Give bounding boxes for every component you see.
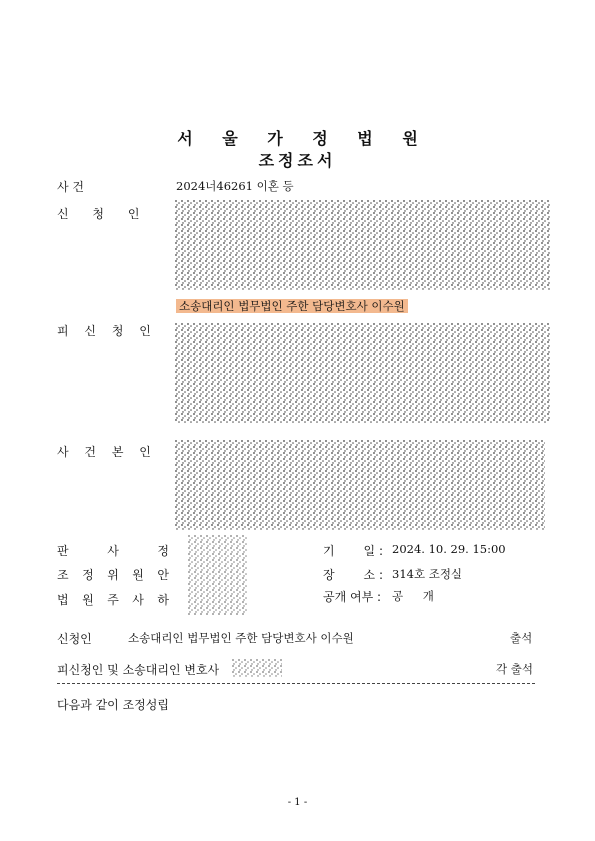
lawyer-name-redaction (232, 659, 282, 677)
respondent-label: 피 신 청 인 (57, 324, 157, 338)
applicant-representative (176, 298, 408, 314)
document-title: 조정조서 (258, 151, 337, 170)
officials-redaction (188, 535, 248, 615)
attendance-detail-1: 소송대리인 법무법인 주한 담당변호사 이수원 (128, 631, 354, 645)
case-label-text: 사 건 (57, 180, 84, 194)
place-label: 장 소 : (323, 568, 383, 582)
closing-statement: 다음과 같이 조정성립 (57, 698, 169, 712)
applicant-redaction (175, 200, 550, 290)
attendance-status-1: 출석 (510, 631, 533, 645)
public-label: 공개 여부 : (323, 590, 382, 604)
highlighted-representative: 소송대리인 법무법인 주한 담당변호사 이수원 (176, 299, 408, 313)
dashed-separator (57, 683, 535, 684)
principal-redaction (175, 440, 545, 530)
clerk-label: 법 원 주 사 하 (57, 593, 169, 607)
public-label-text: 공개 여부 (323, 590, 374, 604)
committee-label: 조 정 위 원 안 (57, 568, 169, 582)
attendance-status-2: 각 출석 (496, 662, 533, 676)
place-value: 314호 조정실 (392, 567, 463, 581)
attendance-party-2: 피신청인 및 소송대리인 변호사 (57, 663, 220, 677)
applicant-label: 신 청 인 (57, 207, 150, 221)
court-name: 서 울 가 정 법 원 (177, 129, 430, 148)
case-value: 2024너46261 이혼 등 (176, 179, 294, 193)
date-label: 기 일 : (323, 544, 383, 558)
case-label (57, 178, 127, 195)
judge-label: 판 사 정 (57, 544, 169, 558)
respondent-redaction (175, 323, 550, 423)
public-value: 공 개 (392, 589, 442, 603)
date-value: 2024. 10. 29. 15:00 (392, 542, 506, 556)
principal-label: 사 건 본 인 (57, 445, 157, 459)
attendance-party-1: 신청인 (57, 632, 92, 646)
page-number: - 1 - (287, 797, 308, 808)
